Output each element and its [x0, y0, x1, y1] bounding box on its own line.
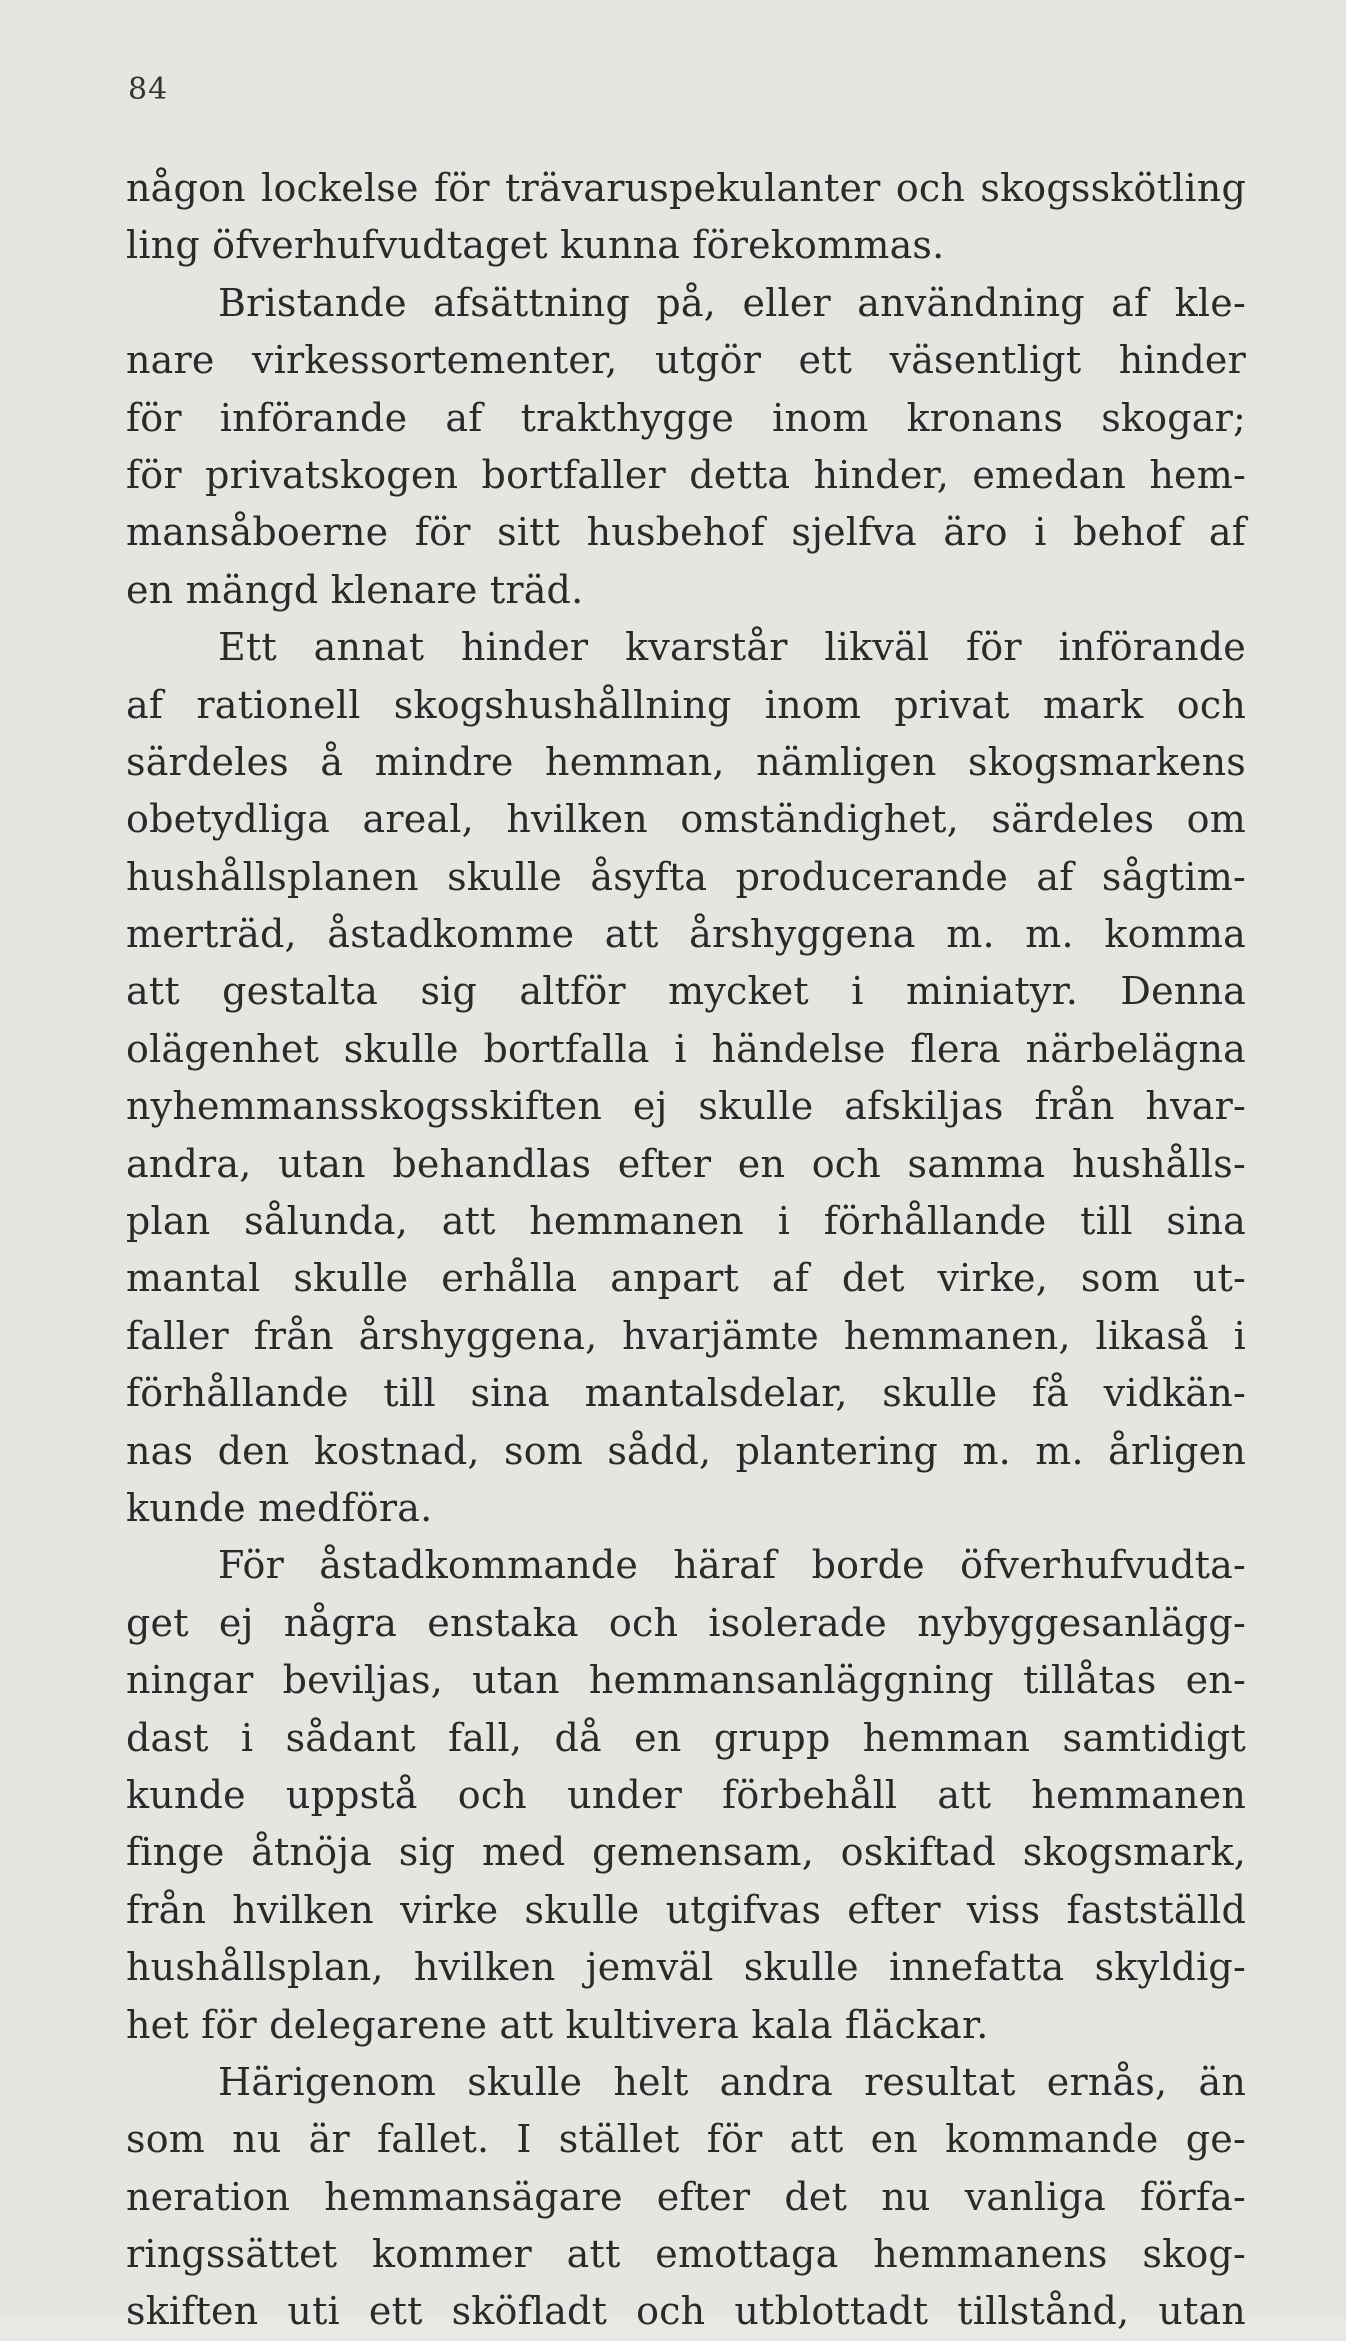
- text-line: neration hemmansägare efter det nu vanliga förfa-: [126, 2174, 1246, 2219]
- text-line: kunde medföra.: [126, 1485, 433, 1530]
- text-line: het för delegarene att kultivera kala fläckar.: [126, 2002, 989, 2047]
- text-line: någon lockelse för trävaruspekulanter och skogsskötling: [126, 166, 1246, 210]
- text-line: hushållsplan, hvilken jemväl skulle innefatta skyldig-: [126, 1945, 1246, 1990]
- text-line: ringssättet kommer att emottaga hemmanens skog-: [126, 2232, 1246, 2277]
- text-line: För åstadkommande häraf borde öfverhufvudta-: [218, 1543, 1246, 1588]
- text-line: plan sålunda, att hemmanen i förhållande till sina: [126, 1199, 1246, 1244]
- text-line: af rationell skogshushållning inom privat mark och: [126, 682, 1246, 727]
- text-line: Härigenom skulle helt andra resultat ernås, än: [218, 2059, 1246, 2104]
- text-line: ningar beviljas, utan hemmansanläggning tillåtas en-: [126, 1658, 1246, 1703]
- text-line: nyhemmansskogsskiften ej skulle afskiljas från hvar-: [126, 1084, 1246, 1129]
- text-line: från hvilken virke skulle utgifvas efter viss fastställd: [126, 1887, 1246, 1932]
- text-line: förhållande till sina mantalsdelar, skulle få vidkän-: [126, 1371, 1246, 1416]
- text-line: en mängd klenare träd.: [126, 567, 584, 612]
- text-line: nas den kostnad, som sådd, plantering m. m. årligen: [126, 1428, 1246, 1473]
- text-line: finge åtnöja sig med gemensam, oskiftad skogsmark,: [126, 1830, 1246, 1875]
- text-line: hushållsplanen skulle åsyfta producerande af sågtim-: [126, 854, 1246, 899]
- text-line: att gestalta sig altför mycket i miniatyr. Denna: [126, 969, 1246, 1014]
- text-line: ling öfverhufvudtaget kunna förekommas.: [126, 223, 945, 268]
- text-line: andra, utan behandlas efter en och samma hushålls-: [126, 1141, 1246, 1186]
- text-line: skiften uti ett sköfladt och utblottadt tillstånd, utan: [126, 2289, 1246, 2334]
- text-line: för privatskogen bortfaller detta hinder, emedan hem-: [126, 452, 1246, 497]
- text-line: mansåboerne för sitt husbehof sjelfva äro i behof af: [126, 510, 1246, 555]
- body-text: [126, 160, 1246, 2341]
- text-line: Ett annat hinder kvarstår likväl för införande: [218, 625, 1246, 670]
- text-line: särdeles å mindre hemman, nämligen skogsmarkens: [126, 739, 1246, 784]
- text-line: merträd, åstadkomme att årshyggena m. m. komma: [126, 912, 1246, 957]
- text-line: nare virkessortementer, utgör ett väsentligt hinder: [126, 338, 1246, 383]
- text-line: för införande af trakthygge inom kronans skogar;: [126, 395, 1246, 440]
- text-line: Bristande afsättning på, eller användning af kle-: [218, 280, 1246, 325]
- text-line: olägenhet skulle bortfalla i händelse flera närbelägna: [126, 1026, 1246, 1071]
- text-line: obetydliga areal, hvilken omständighet, särdeles om: [126, 797, 1246, 842]
- text-line: kunde uppstå och under förbehåll att hemmanen: [126, 1772, 1246, 1817]
- text-line: mantal skulle erhålla anpart af det virke, som ut-: [126, 1256, 1246, 1301]
- page-number: 84: [128, 72, 169, 107]
- text-line: som nu är fallet. I stället för att en kommande ge-: [126, 2117, 1246, 2162]
- text-line: get ej några enstaka och isolerade nybyggesanlägg-: [126, 1600, 1246, 1645]
- text-line: faller från årshyggena, hvarjämte hemmanen, likaså i: [126, 1313, 1246, 1358]
- text-line: dast i sådant fall, då en grupp hemman samtidigt: [126, 1715, 1246, 1760]
